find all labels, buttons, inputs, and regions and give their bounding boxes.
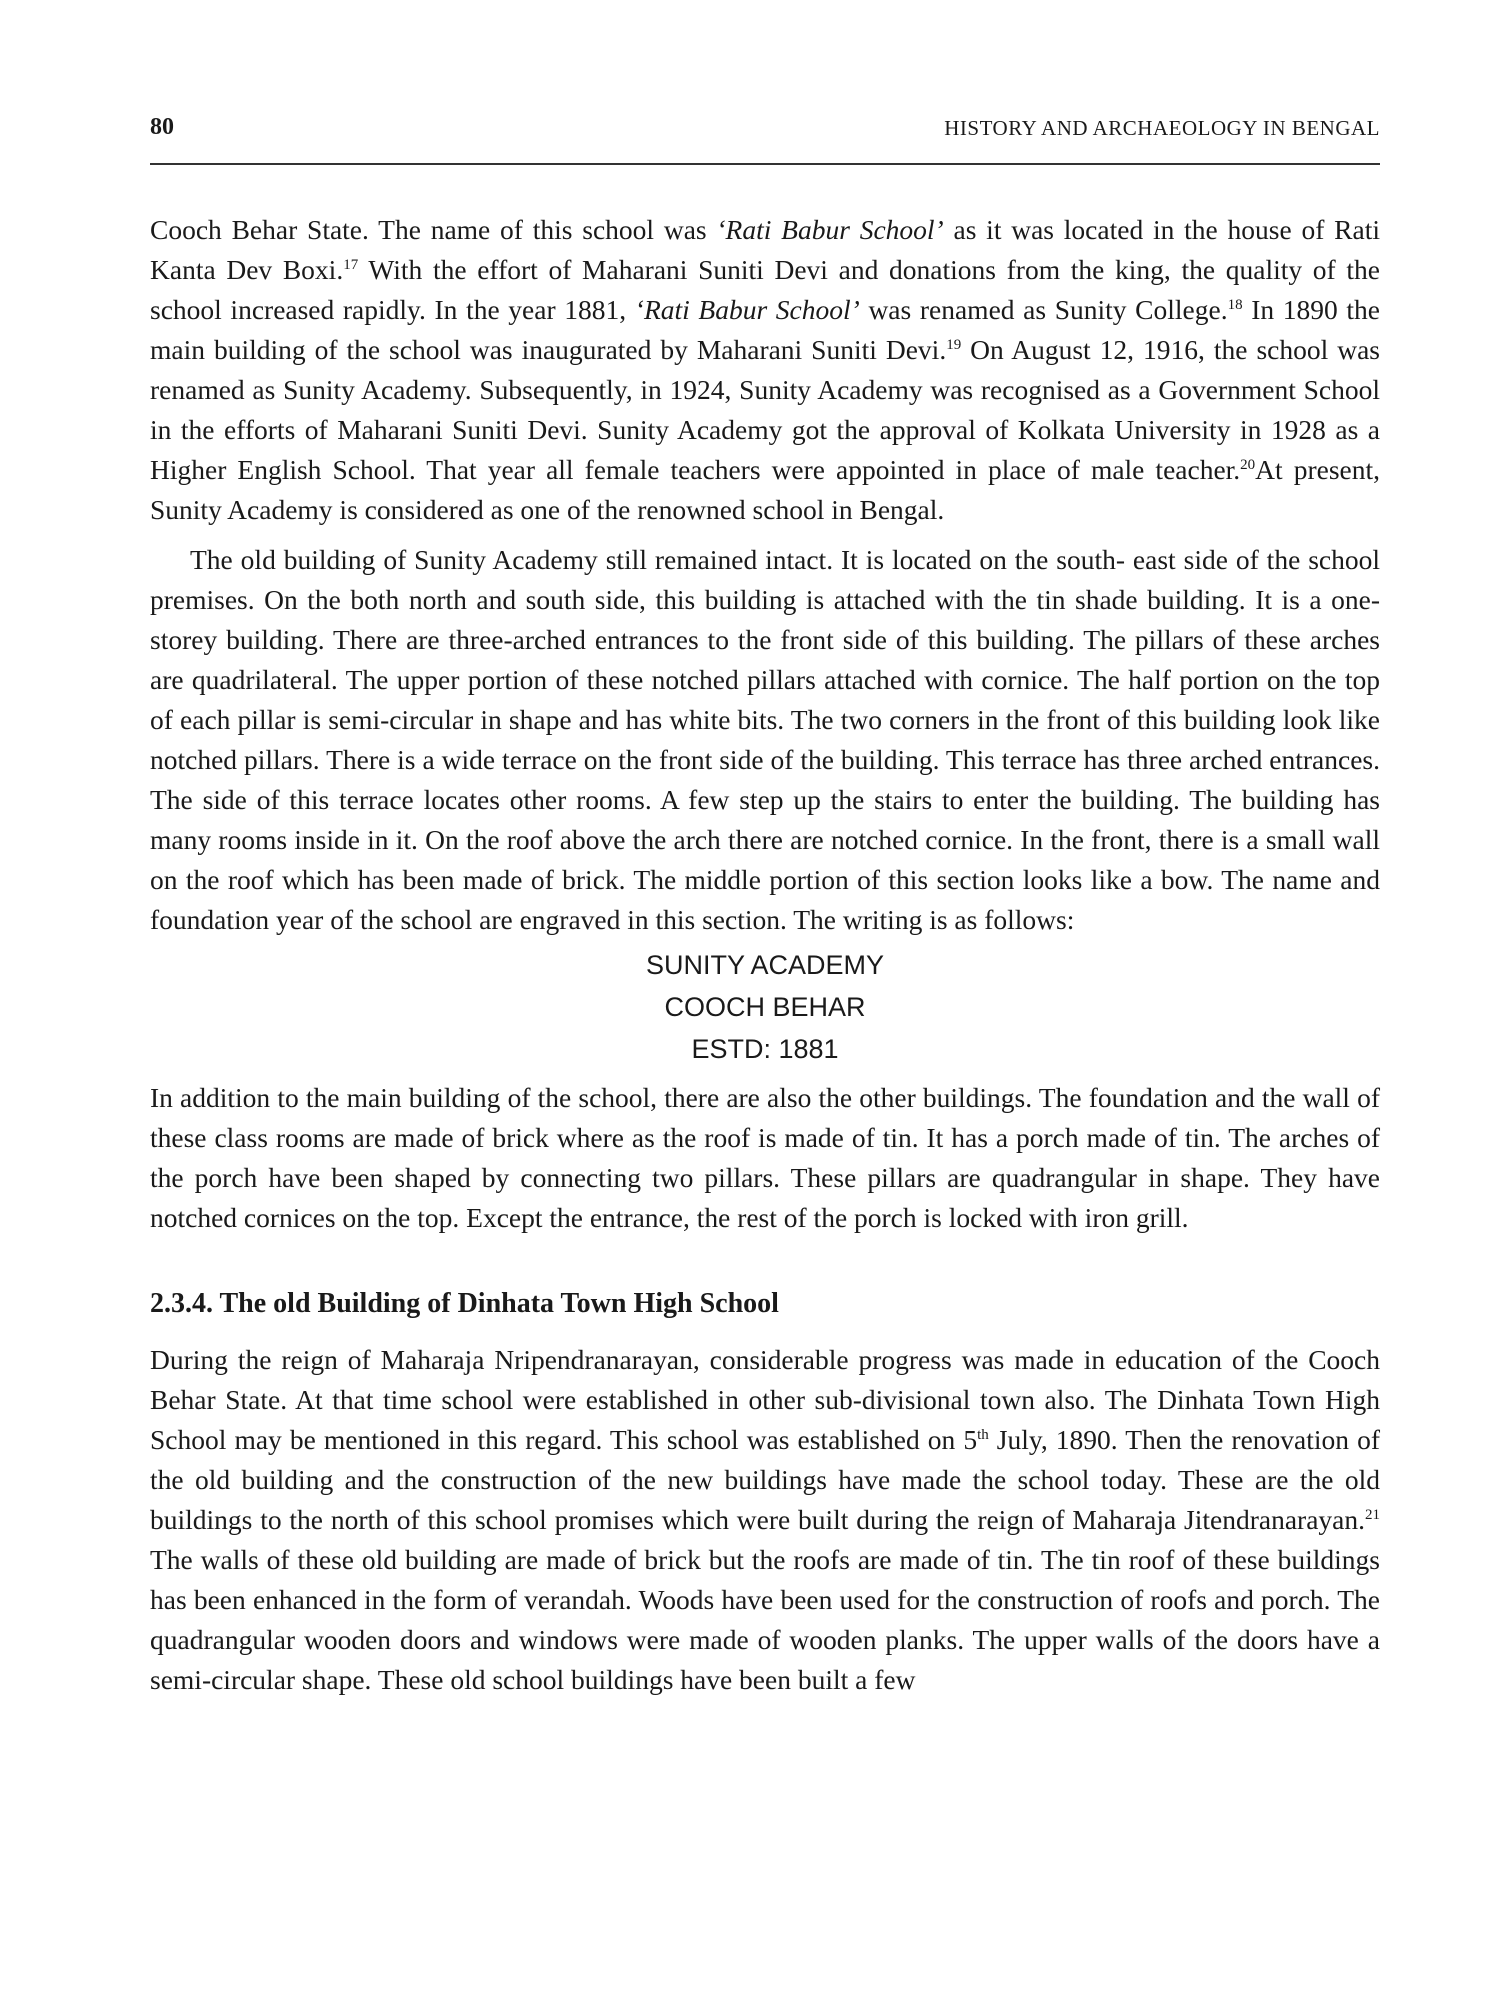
text-span: On August 12, 1916, the school was renamed as Sunity Academy. Subsequently, in 1924, Sunity Academy was recognised as a Government School in the efforts of Maharani Suniti Devi. Sunity Academy got the approval of Kolkata University in 1928 as a Higher English School. That year all female teachers were appointed in place of male teacher. [150,334,1380,485]
header-rule [150,163,1380,165]
footnote-ref-17[interactable]: 17 [343,256,359,273]
page-body [150,210,1380,1700]
text-span: During the reign of Maharaja Nripendranarayan, considerable progress was made in education of the Cooch Behar State. At that time school were established in other sub-divisional town also. The Dinhata Town High School may be mentioned in this regard. This school was established on 5 [150,1344,1380,1455]
text-span: The walls of these old building are made of brick but the roofs are made of tin. The tin roof of these buildings has been enhanced in the form of verandah. Woods have been used for the construction of roofs and porch. The quadrangular wooden doors and windows were made of wooden planks. The upper walls of the doors have a semi-circular shape. These old school buildings have been built a few [150,1544,1380,1695]
italic-school-name: ‘Rati Babur School’ [634,294,860,325]
ordinal-suffix: th [977,1426,989,1443]
page-number: 80 [150,114,174,140]
inscription-line-3: ESTD: 1881 [691,1034,839,1064]
text-span: Cooch Behar State. The name of this school was [150,214,717,245]
footnote-ref-18[interactable]: 18 [1227,296,1243,313]
paragraph-1 [150,210,1380,530]
text-span: At present, Sunity Academy is considered as one of the renowned school in Bengal. [150,454,1380,525]
running-head [150,114,1380,144]
footnote-ref-19[interactable]: 19 [946,336,962,353]
section-heading: 2.3.4. The old Building of Dinhata Town High School [150,1288,779,1319]
footnote-ref-21[interactable]: 21 [1365,1506,1380,1523]
inscription-line-1: SUNITY ACADEMY [645,950,885,980]
text-span: July, 1890. Then the renovation of the old building and the construction of the new buildings have made the school today. These are the old buildings to the north of this school promises which were built during the reign of Maharaja Jitendranarayan. [150,1424,1381,1535]
book-page [150,0,1380,2000]
inscription-line-2: COOCH BEHAR [664,992,866,1022]
paragraph-3: In addition to the main building of the school, there are also the other buildings. The foundation and the wall of these class rooms are made of brick where as the roof is made of tin. It has a porch made of tin. The arches of the porch have been shaped by connecting two pillars. These pillars are quadrangular in shape. They have notched cornices on the top. Except the entrance, the rest of the porch is locked with iron grill. [150,1082,1380,1233]
paragraph-2: The old building of Sunity Academy still remained intact. It is located on the south- east side of the school premises. On the both north and south side, this building is attached with the tin shade building. It is a one-storey building. There are three-arched entrances to the front side of this building. The pillars of these arches are quadrilateral. The upper portion of these notched pillars attached with cornice. The half portion on the top of each pillar is semi-circular in shape and has white bits. The two corners in the front of this building look like notched pillars. There is a wide terrace on the front side of the building. This terrace has three arched entrances. The side of this terrace locates other rooms. A few step up the stairs to enter the building. The building has many rooms inside in it. On the roof above the arch there are notched cornice. In the front, there is a small wall on the roof which has been made of brick. The middle portion of this section looks like a bow. The name and foundation year of the school are engraved in this section. The writing is as follows: [150,544,1380,935]
paragraph-4 [150,1340,1380,1700]
italic-school-name: ‘Rati Babur School’ [716,214,944,245]
text-span: as it was located in the house of Rati Kanta Dev Boxi. [150,214,1380,285]
footnote-ref-20[interactable]: 20 [1240,456,1256,473]
text-span: In 1890 the main building of the school was inaugurated by Maharani Suniti Devi. [150,294,1380,365]
text-span: was renamed as Sunity College. [859,294,1228,325]
inscription-block [150,944,1380,1070]
running-title: HISTORY AND ARCHAEOLOGY IN BENGAL [944,116,1380,140]
text-span: With the effort of Maharani Suniti Devi and donations from the king, the quality of the school increased rapidly. In the year 1881, [150,254,1380,325]
